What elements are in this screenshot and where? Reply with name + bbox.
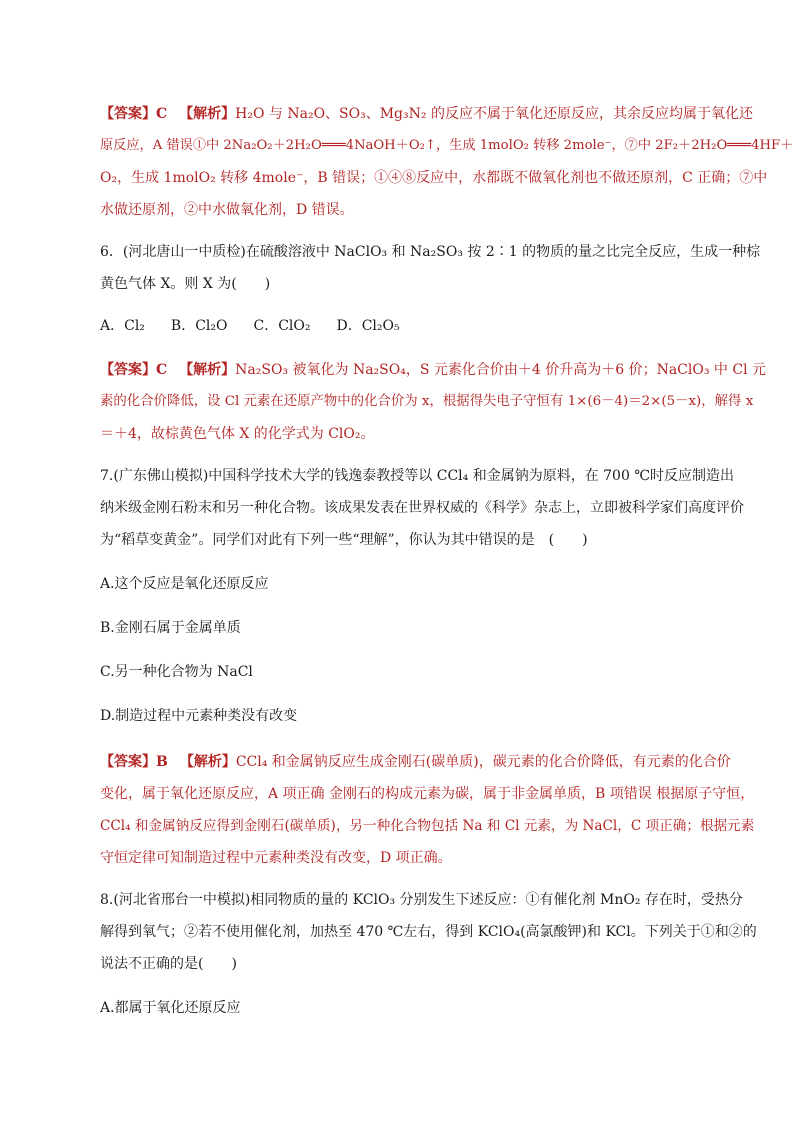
analysis-text: 变化，属于氧化还原反应，A 项正确 金刚石的构成元素为碳，属于非金属单质，B 项错误 根据原子守恒， (100, 786, 755, 802)
answer-7 (100, 746, 755, 874)
question-text: 7.(广东佛山模拟)中国科学技术大学的钱逸泰教授等以 CCl₄ 和金属钠为原料，在 700 ℃时反应制造出 (100, 468, 734, 484)
question-text: 8.(河北省邢台一中模拟)相同物质的量的 KClO₃ 分别发生下述反应：①有催化剂 MnO₂ 存在时，受热分 (100, 892, 743, 908)
analysis-label: 【解析】 (179, 754, 236, 770)
analysis-text: 水做还原剂，②中水做氧化剂，D 错误。 (100, 202, 354, 218)
question-6 (100, 236, 761, 300)
question-text: 为“稻草变黄金”。同学们对此有下列一些“理解”，你认为其中错误的是 ( ) (100, 532, 588, 548)
answer-label: 【答案】C (100, 362, 168, 378)
question-text: 解得到氧气；②若不使用催化剂，加热至 470 ℃左右，得到 KClO₄(高氯酸钾)和 KCl。下列关于①和②的 (100, 924, 757, 940)
question-text: 6．(河北唐山一中质检)在硫酸溶液中 NaClO₃ 和 Na₂SO₃ 按 2∶1 的物质的量之比完全反应，生成一种棕 (100, 244, 761, 260)
answer-6 (100, 354, 767, 450)
question-text: 说法不正确的是( ) (100, 956, 237, 972)
analysis-text: ＝＋4，故棕黄色气体 X 的化学式为 ClO₂。 (100, 426, 375, 442)
option-c: C．ClO₂ (253, 318, 311, 334)
option-d: D．Cl₂O₅ (336, 318, 400, 334)
analysis-text: Na₂SO₃ 被氧化为 Na₂SO₄，S 元素化合价由＋4 价升高为＋6 价；NaClO₃ 中 Cl 元 (235, 362, 767, 378)
analysis-text: 守恒定律可知制造过程中元素种类没有改变，D 项正确。 (100, 850, 452, 866)
question-text: 纳米级金刚石粉末和另一种化合物。该成果发表在世界权威的《科学》杂志上，立即被科学家们高度评价 (100, 500, 744, 516)
option-b: B.金刚石属于金属单质 (100, 620, 241, 636)
question-text: 黄色气体 X。则 X 为( ) (100, 276, 271, 292)
question-7 (100, 460, 744, 556)
analysis-text: H₂O 与 Na₂O、SO₃、Mg₃N₂ 的反应不属于氧化还原反应，其余反应均属于氧化还 (235, 106, 753, 122)
option-d: D.制造过程中元素种类没有改变 (100, 708, 298, 724)
option-b: B．Cl₂O (170, 318, 228, 334)
question-7-options (100, 568, 720, 732)
analysis-text: 原反应，A 错误①中 2Na₂O₂＋2H₂O═══4NaOH＋O₂↑，生成 1molO₂ 转移 2mole⁻，⑦中 2F₂＋2H₂O═══4HF＋ (100, 138, 794, 153)
answer-5 (100, 98, 794, 226)
option-c: C.另一种化合物为 NaCl (100, 664, 253, 680)
question-8-options (100, 992, 720, 1024)
option-a: A.这个反应是氧化还原反应 (100, 576, 269, 592)
option-a: A．Cl₂ (100, 318, 145, 334)
analysis-text: O₂，生成 1molO₂ 转移 4mole⁻，B 错误；①④⑧反应中，水都既不做氧化剂也不做还原剂，C 正确；⑦中 (100, 170, 768, 186)
analysis-label: 【解析】 (179, 106, 236, 122)
analysis-text: CCl₄ 和金属钠反应生成金刚石(碳单质)，碳元素的化合价降低，有元素的化合价 (235, 754, 731, 770)
option-a: A.都属于氧化还原反应 (100, 1000, 241, 1016)
question-8 (100, 884, 757, 980)
question-6-options (100, 310, 720, 342)
analysis-text: 素的化合价降低，设 Cl 元素在还原产物中的化合价为 x，根据得失电子守恒有 1×(6－4)＝2×(5－x)，解得 x (100, 394, 754, 409)
analysis-text: CCl₄ 和金属钠反应得到金刚石(碳单质)，另一种化合物包括 Na 和 Cl 元素，为 NaCl，C 项正确；根据元素 (100, 818, 755, 834)
answer-line (100, 354, 767, 386)
answer-line (100, 746, 731, 778)
answer-label: 【答案】C (100, 106, 168, 122)
analysis-label: 【解析】 (179, 362, 236, 378)
answer-line (100, 98, 753, 130)
answer-label: 【答案】B (100, 754, 168, 770)
